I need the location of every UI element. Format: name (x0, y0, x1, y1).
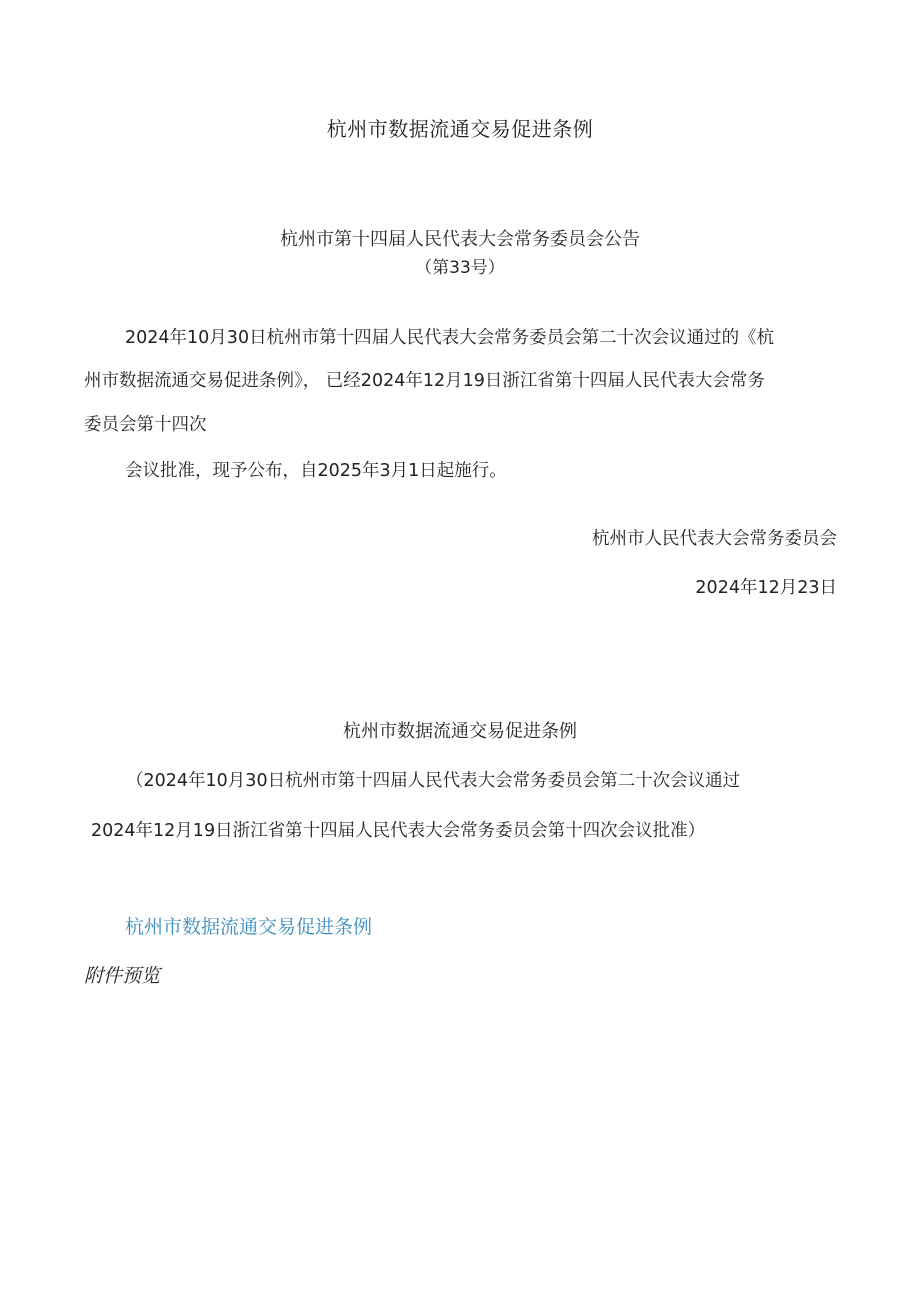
notice-heading: 杭州市第十四届人民代表大会常务委员会公告 (280, 229, 640, 250)
body-line-1: 2024年10月30日杭州市第十四届人民代表大会常务委员会第二十次会议通过的《杭 (125, 328, 775, 348)
body-line-3: 委员会第十四次 (84, 415, 207, 435)
regulation-note-line-1: （2024年10月30日杭州市第十四届人民代表大会常务委员会第二十次会议通过 (126, 771, 741, 791)
notice-number: （第33号） (415, 258, 505, 278)
regulation-note-line-2: 2024年12月19日浙江省第十四届人民代表大会常务委员会第十四次会议批准） (91, 821, 706, 841)
document-title: 杭州市数据流通交易促进条例 (326, 117, 594, 141)
regulation-title: 杭州市数据流通交易促进条例 (343, 721, 577, 742)
body-line-2: 州市数据流通交易促进条例》， 已经2024年12月19日浙江省第十四届人民代表大会常务 (84, 371, 765, 391)
attachment-link[interactable]: 杭州市数据流通交易促进条例 (125, 916, 373, 938)
attachment-preview-label: 附件预览 (84, 965, 161, 987)
signature-date: 2024年12月23日 (695, 578, 837, 598)
signature-org: 杭州市人民代表大会常务委员会 (592, 529, 837, 549)
body-line-4: 会议批准，现予公布，自2025年3月1日起施行。 (125, 461, 507, 481)
